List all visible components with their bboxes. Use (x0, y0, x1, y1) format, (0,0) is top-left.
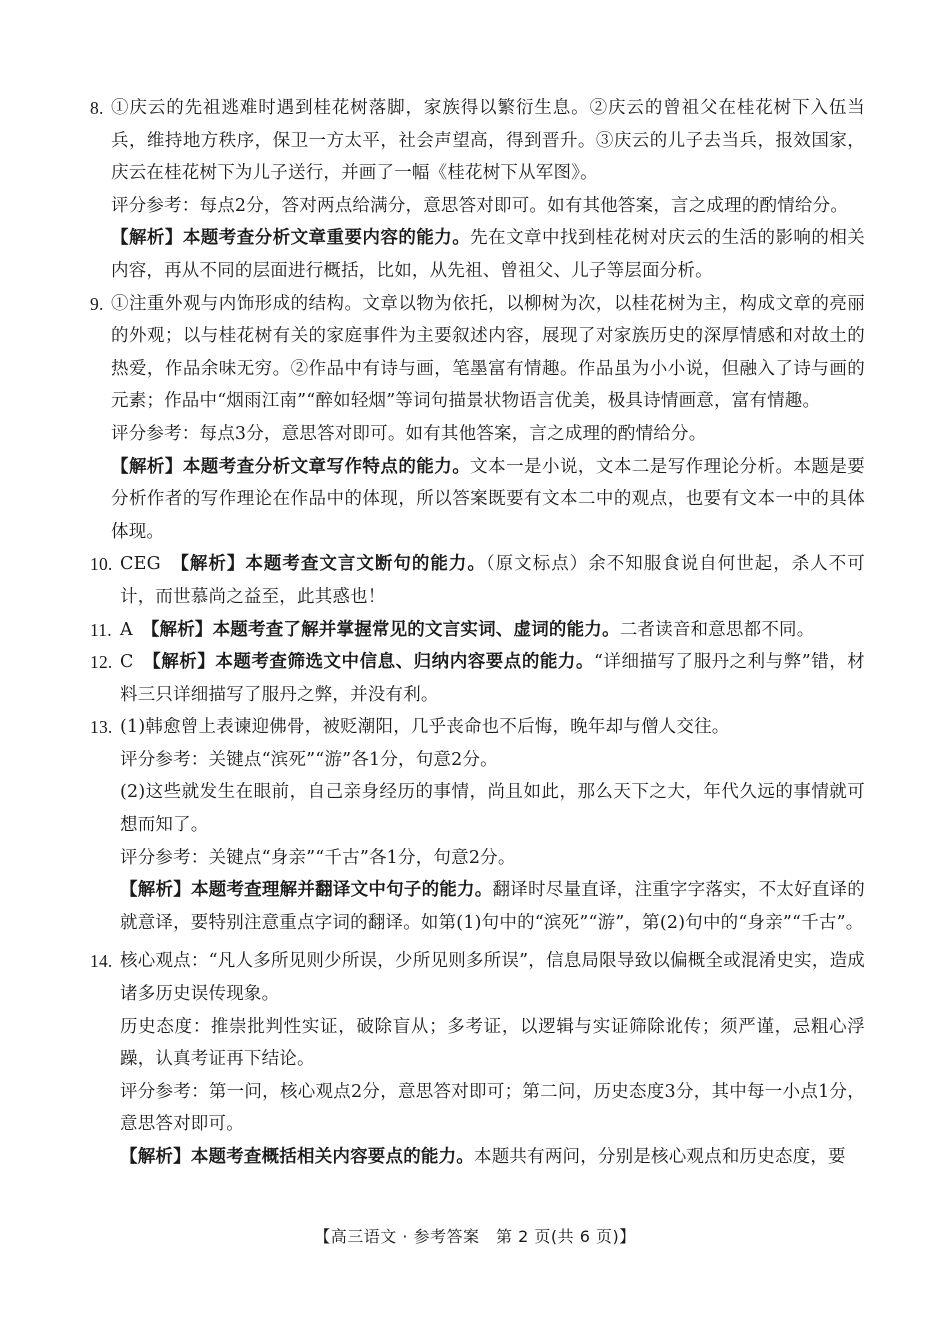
analysis-body: 二者读音和意思都不同。 (619, 619, 815, 640)
analysis-body: （原文标点）余不知服食说自何世起，杀人不可计，而世慕尚之益至，此其惑也！ (120, 554, 865, 607)
question-8 (90, 92, 865, 288)
analysis-bold: 本题考查筛选文中信息、归纳内容要点的能力。 (215, 652, 594, 673)
analysis-text (120, 874, 865, 939)
page-footer: 【高三语文 · 参考答案 第 2 页(共 6 页)】 (314, 1227, 636, 1246)
question-12 (90, 646, 865, 711)
answer-choice: A (120, 619, 133, 640)
answer-choice: C (120, 652, 134, 673)
question-number: 8. (90, 98, 104, 118)
analysis-text (120, 1141, 865, 1174)
analysis-bold: 本题考查文言文断句的能力。 (245, 554, 486, 575)
analysis-tag: 【解析】 (120, 1147, 191, 1167)
question-14 (90, 945, 865, 1173)
answer-text: ①庆云的先祖逃难时遇到桂花树落脚，家族得以繁衍生息。②庆云的曾祖父在桂花树下入伍当兵，维持地方秩序，保卫一方太平，社会声望高，得到晋升。③庆云的儿子去当兵，报效国家，庆云在桂花树下为儿子送行，并画了一幅《桂花树下从军图》。 (111, 98, 865, 184)
question-number: 10. (90, 554, 113, 575)
scoring-text: 评分参考：第一问，核心观点2分，意思答对即可；第二问，历史态度3分，其中每一小点1分，意思答对即可。 (120, 1081, 865, 1135)
answer-choice: CEG (120, 554, 161, 575)
analysis-tag: 【解析】 (111, 456, 183, 477)
analysis-bold: 本题考查分析文章写作特点的能力。 (182, 456, 471, 477)
scoring-text: 评分参考：每点3分，意思答对即可。如有其他答案，言之成理的酌情给分。 (111, 423, 707, 444)
answer-with-analysis (120, 614, 865, 647)
translation-1: (1)韩愈曾上表谏迎佛骨，被贬潮阳，几乎丧命也不后悔，晚年却与僧人交往。 (120, 717, 730, 738)
analysis-bold: 本题考查概括相关内容要点的能力。 (190, 1147, 475, 1167)
translation-2: (2)这些就发生在眼前，自己亲身经历的事情，尚且如此，那么天下之大，年代久远的事情就可想而知了。 (120, 782, 865, 836)
answer-text: ①注重外观与内饰形成的结构。文章以物为依托，以柳树为次，以桂花树为主，构成文章的亮丽的外观；以与桂花树有关的家庭事件为主要叙述内容，展现了对家族历史的深厚情感和对故土的热爱，作品余味无穷。②作品中有诗与画，笔墨富有情趣。作品虽为小小说，但融入了诗与画的元素；作品中“烟雨江南”“醉如轻烟”等词句描景状物语言优美，极具诗情画意，富有情趣。 (111, 293, 865, 412)
analysis-body: 本题共有两问，分别是核心观点和历史态度，要 (474, 1147, 846, 1167)
question-number: 14. (90, 951, 113, 972)
analysis-body: 翻译时尽量直译，注重字字落实，不太好直译的就意译，要特别注意重点字词的翻译。如第(1)句中的“滨死”“游”，第(2)句中的“身亲”“千古”。 (120, 880, 865, 933)
question-number: 11. (90, 619, 112, 640)
analysis-text (111, 222, 865, 287)
scoring-text-2: 评分参考：关键点“身亲”“千古”各1分，句意2分。 (120, 847, 516, 868)
scoring-text: 评分参考：每点2分，答对两点给满分，意思答对即可。如有其他答案，言之成理的酌情给分。 (111, 195, 849, 216)
core-viewpoint: 核心观点：“凡人多所见则少所误，少所见则多所误”，信息局限导致以偏概全或混淆史实，造成诸多历史误传现象。 (120, 951, 865, 1005)
analysis-bold: 本题考查理解并翻译文中句子的能力。 (190, 880, 493, 901)
question-11 (90, 614, 865, 647)
analysis-body: “详细描写了服丹之利与弊”错，材料三只详细描写了服丹之弊，并没有利。 (120, 652, 865, 705)
analysis-bold: 本题考查了解并掌握常见的文言实词、虚词的能力。 (212, 619, 620, 640)
analysis-body: 文本一是小说，文本二是写作理论分析。本题是要分析作者的写作理论在作品中的体现，所以答案既要有文本二中的观点，也要有文本一中的具体体现。 (111, 456, 865, 542)
question-13 (90, 711, 865, 939)
historical-attitude: 历史态度：推崇批判性实证，破除盲从；多考证，以逻辑与实证筛除讹传；须严谨，忌粗心浮躁，认真考证再下结论。 (120, 1016, 865, 1070)
analysis-text (111, 451, 865, 549)
question-number: 12. (90, 652, 113, 673)
scoring-text-1: 评分参考：关键点“滨死”“游”各1分，句意2分。 (120, 749, 498, 770)
question-number: 13. (90, 717, 113, 738)
analysis-tag: 【解析】 (120, 880, 191, 901)
analysis-tag: 【解析】 (150, 619, 213, 640)
answer-content (90, 92, 865, 1174)
analysis-tag: 【解析】 (111, 228, 183, 249)
question-10 (90, 548, 865, 613)
question-9 (90, 288, 865, 549)
analysis-tag: 【解析】 (180, 554, 246, 575)
analysis-tag: 【解析】 (151, 652, 216, 673)
answer-with-analysis (120, 548, 865, 613)
question-number: 9. (90, 293, 104, 314)
analysis-body: 先在文章中找到桂花树对庆云的生活的影响的相关内容，再从不同的层面进行概括，比如，从先祖、曾祖父、儿子等层面分析。 (111, 228, 865, 281)
answer-with-analysis (120, 646, 865, 711)
analysis-bold: 本题考查分析文章重要内容的能力。 (182, 228, 471, 249)
